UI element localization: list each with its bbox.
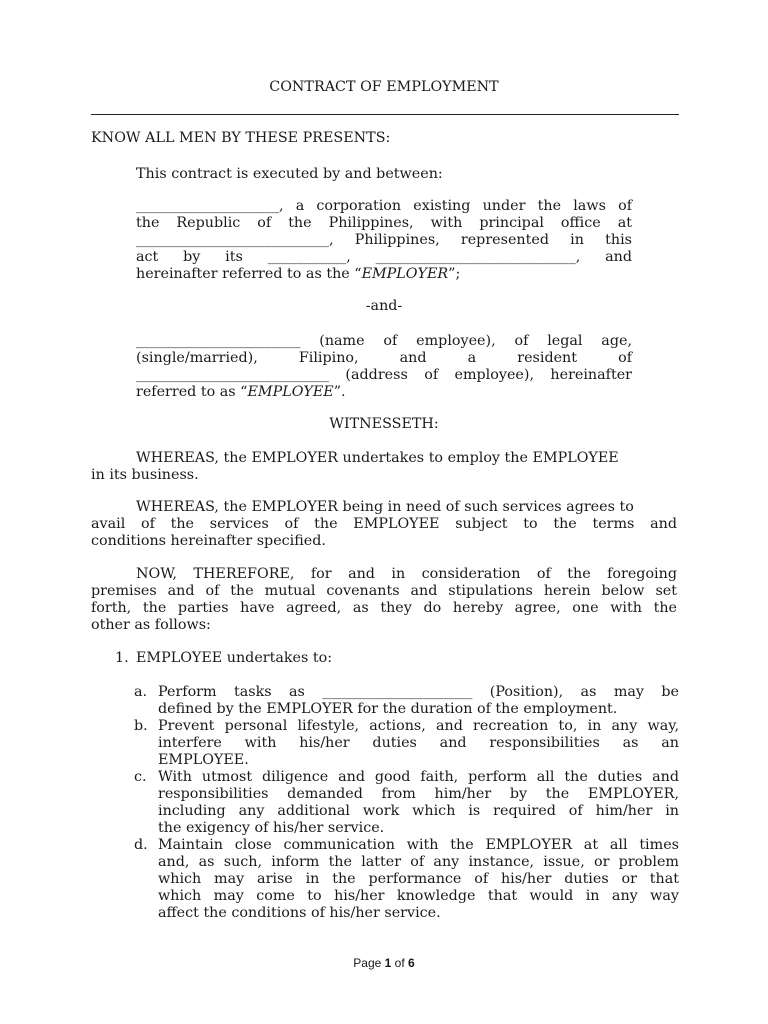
sub-item-d-line-1: Maintain close communication with the EMPLOYER at all times [158,837,679,853]
employee-ref-prefix: referred to as “ [136,384,248,400]
sub-item-d-line-4: which may come to his/her knowledge that would in any way [158,888,679,904]
employee-line-4 [136,384,632,401]
page-number: 1 [384,956,392,970]
employer-term: EMPLOYER [361,266,449,282]
now-therefore-line-1: NOW, THEREFORE, for and in consideration of the foregoing [136,566,677,582]
document-title: CONTRACT OF EMPLOYMENT [269,79,499,95]
sub-item-c-line-3: including any additional work which is required of him/her in [158,803,679,819]
employee-party-paragraph [136,333,632,401]
page-word: Page [353,956,382,970]
now-therefore-line-4: other as follows: [91,617,211,633]
employer-line-5 [136,266,632,283]
employer-line-1: ____________________, a corporation existing under the laws of [136,198,632,214]
sub-item-c-body [158,769,679,837]
employee-line-1: _______________________ (name of employee), of legal age, [136,333,632,349]
employer-line-3: ___________________________, Philippines, represented in this [136,232,632,248]
employer-line-4: act by its ___________, ____________________________, and [136,249,632,265]
sub-item-c-marker: c. [134,769,147,785]
employee-line-3: ___________________________ (address of employee), hereinafter [136,367,632,383]
sub-item-d-line-5: affect the conditions of his/her service. [158,905,441,921]
sub-item-d-marker: d. [134,837,148,853]
employer-line-2: the Republic of the Philippines, with principal office at [136,215,632,231]
sub-item-c-line-4: the exigency of his/her service. [158,820,385,836]
of-word: of [394,956,405,970]
now-therefore-paragraph [91,566,677,634]
employee-line-2: (single/married), Filipino, and a resident of [136,350,632,366]
whereas1-line-2: in its business. [91,467,199,483]
employer-party-paragraph [136,198,632,283]
whereas2-line-1: WHEREAS, the EMPLOYER being in need of such services agrees to [136,499,634,515]
employer-ref-prefix: hereinafter referred to as the “ [136,266,362,282]
whereas2-line-3: conditions hereinafter specified. [91,533,326,549]
whereas2-line-2: avail of the services of the EMPLOYEE subject to the terms and [91,516,677,532]
title-divider [91,114,679,115]
sub-item-a-line-1: Perform tasks as _____________________ (Position), as may be [158,684,679,700]
page-total: 6 [408,956,415,970]
sub-item-b-line-1: Prevent personal lifestyle, actions, and recreation to, in any way, [158,718,679,734]
sub-item-c-line-2: responsibilities demanded from him/her by the EMPLOYER, [158,786,679,802]
whereas-paragraph-2 [91,499,677,550]
now-therefore-line-2: premises and of the mutual covenants and stipulations herein below set [91,583,677,599]
sub-item-b-marker: b. [134,718,148,734]
page-footer [0,955,768,972]
sub-item-d-line-3: which may arise in the performance of his/her duties or that [158,871,679,887]
item-1-text: EMPLOYEE undertakes to: [136,650,333,666]
sub-item-b-line-3: EMPLOYEE. [158,752,249,768]
sub-item-a-body [158,684,679,718]
employee-ref-suffix: ”. [333,384,346,400]
employer-ref-suffix: ”; [448,266,461,282]
witnesseth-heading: WITNESSETH: [329,416,439,432]
whereas-paragraph-1 [91,450,677,484]
executed-statement: This contract is executed by and between: [136,166,443,182]
sub-item-d-body [158,837,679,922]
sub-item-a-line-2: defined by the EMPLOYER for the duration of the employment. [158,701,618,717]
sub-item-c-line-1: With utmost diligence and good faith, perform all the duties and [158,769,679,785]
numbered-item-1 [115,650,333,667]
now-therefore-line-3: forth, the parties have agreed, as they do hereby agree, one with the [91,600,677,616]
and-separator: -and- [365,298,403,314]
sub-item-b-line-2: interfere with his/her duties and responsibilities as an [158,735,679,751]
whereas1-line-1: WHEREAS, the EMPLOYER undertakes to employ the EMPLOYEE [136,450,619,466]
item-1-marker: 1. [115,650,129,666]
sub-item-a-marker: a. [134,684,148,700]
employee-term: EMPLOYEE [247,384,334,400]
sub-item-b-body [158,718,679,769]
intro-heading: KNOW ALL MEN BY THESE PRESENTS: [91,130,391,146]
sub-item-d-line-2: and, as such, inform the latter of any instance, issue, or problem [158,854,679,870]
